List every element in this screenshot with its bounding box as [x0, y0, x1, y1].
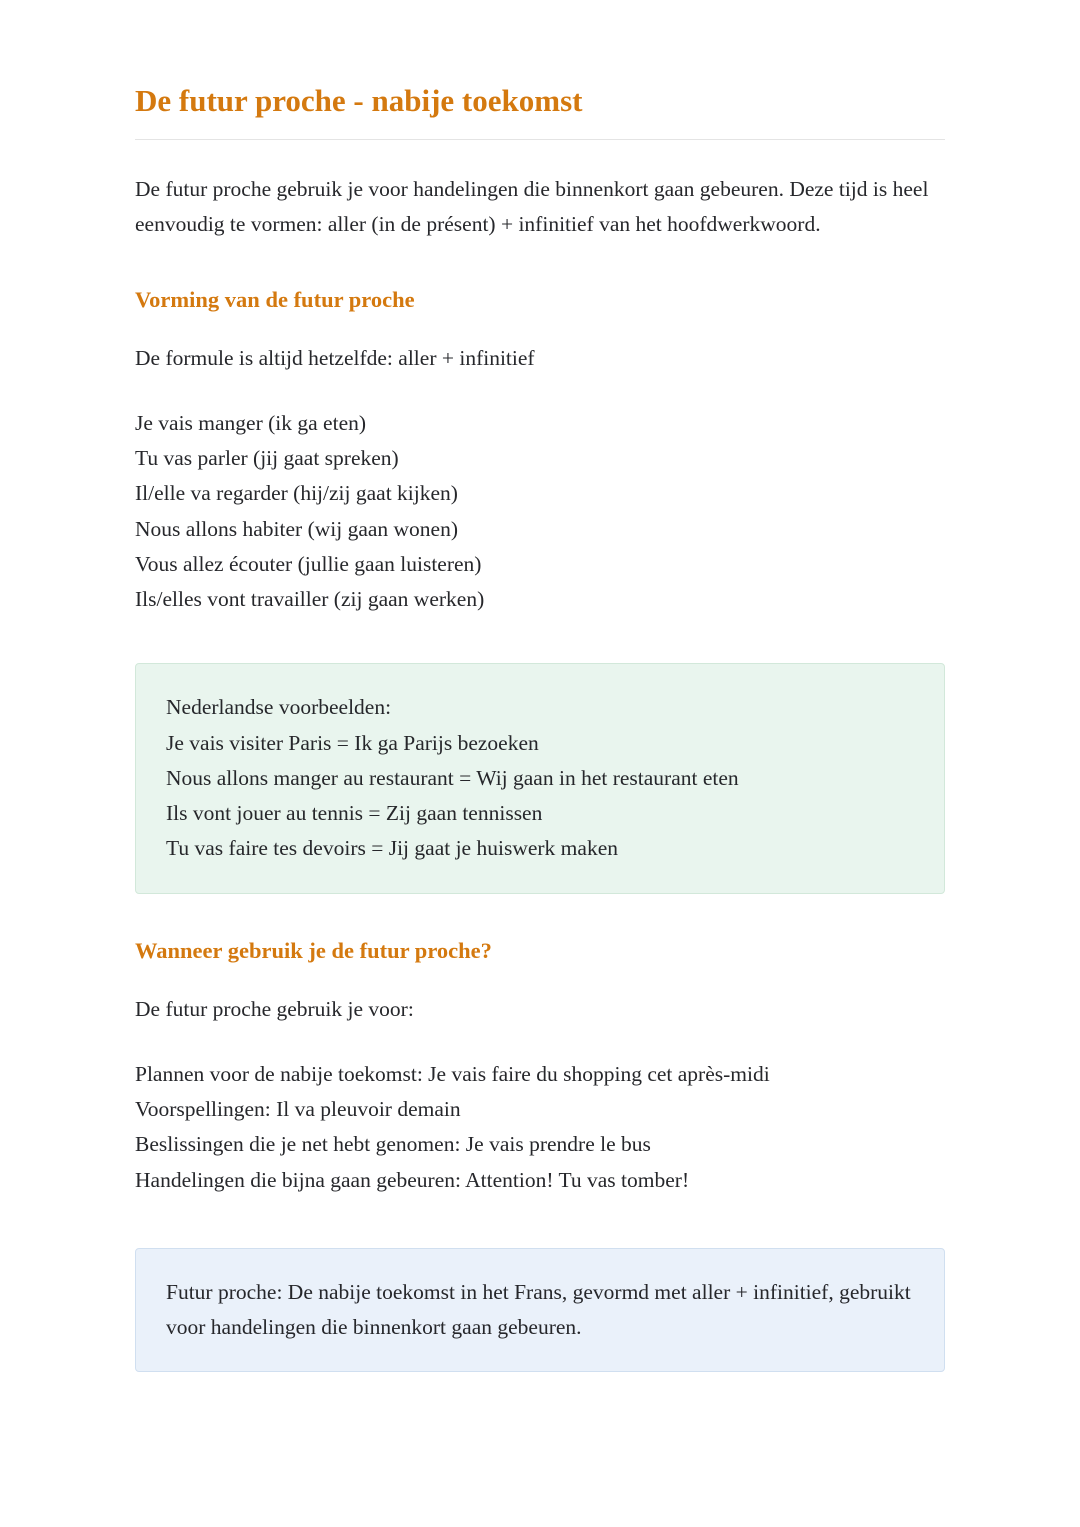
- usage-line: Handelingen die bijna gaan gebeuren: Attention! Tu vas tomber!: [135, 1167, 690, 1192]
- definition-box: [135, 1248, 945, 1373]
- usage-intro: De futur proche gebruik je voor:: [135, 996, 414, 1021]
- definition-text: Futur proche: De nabije toekomst in het Frans, gevormd met aller + infinitief, gebruikt voor handelingen die binnenkort gaan gebeuren.: [166, 1279, 911, 1340]
- formula-line: De formule is altijd hetzelfde: aller + infinitief: [135, 345, 535, 370]
- conjugation-list: [135, 406, 945, 618]
- example-line: Tu vas faire tes devoirs = Jij gaat je huiswerk maken: [166, 836, 618, 861]
- conjugation-line: Je vais manger (ik ga eten): [135, 410, 367, 435]
- conjugation-line: Vous allez écouter (jullie gaan luisteren): [135, 551, 482, 576]
- conjugation-line: Nous allons habiter (wij gaan wonen): [135, 516, 459, 541]
- title-divider: [135, 139, 945, 140]
- example-line: Ils vont jouer au tennis = Zij gaan tennissen: [166, 801, 543, 826]
- example-line: Nous allons manger au restaurant = Wij gaan in het restaurant eten: [166, 765, 739, 790]
- examples-box: [135, 663, 945, 893]
- conjugation-line: Il/elle va regarder (hij/zij gaat kijken): [135, 481, 458, 506]
- usage-line: Beslissingen die je net hebt genomen: Je vais prendre le bus: [135, 1132, 651, 1157]
- usage-line: Voorspellingen: Il va pleuvoir demain: [135, 1097, 461, 1122]
- conjugation-line: Ils/elles vont travailler (zij gaan werken): [135, 587, 485, 612]
- usage-list: [135, 1057, 945, 1198]
- intro-paragraph: De futur proche gebruik je voor handelingen die binnenkort gaan gebeuren. Deze tijd is heel eenvoudig te vormen: aller (in de présent) + infinitief van het hoofdwerkwoord.: [135, 177, 929, 237]
- page-title: De futur proche - nabije toekomst: [135, 83, 583, 118]
- examples-box-title: Nederlandse voorbeelden:: [166, 695, 392, 720]
- conjugation-line: Tu vas parler (jij gaat spreken): [135, 446, 399, 471]
- usage-line: Plannen voor de nabije toekomst: Je vais faire du shopping cet après-midi: [135, 1061, 770, 1086]
- section-heading-gebruik: Wanneer gebruik je de futur proche?: [135, 937, 492, 963]
- example-line: Je vais visiter Paris = Ik ga Parijs bezoeken: [166, 730, 539, 755]
- section-heading-vorming: Vorming van de futur proche: [135, 286, 415, 312]
